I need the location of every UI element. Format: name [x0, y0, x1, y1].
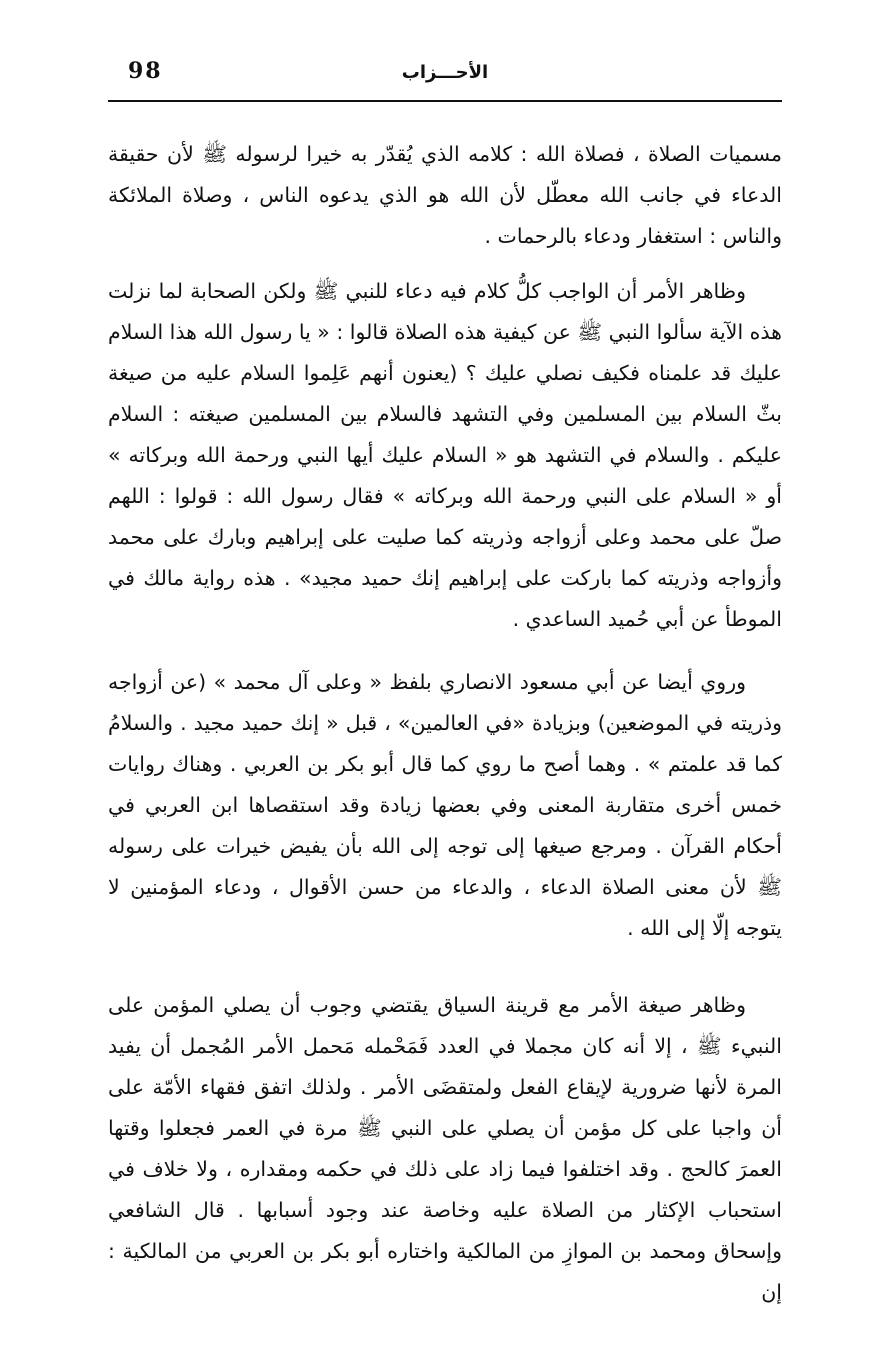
paragraph-1: مسميات الصلاة ، فصلاة الله : كلامه الذي يُقدّر به خيرا لرسوله ﷺ لأن حقيقة الدعاء في جانب الله معطّل لأن الله هو الذي يدعوه الناس ، وصلاة الملائكة والناس : استغفار ودعاء بالرحمات .	[108, 142, 782, 248]
page-number: 98	[128, 58, 163, 84]
header-divider	[108, 100, 782, 102]
body-text	[108, 134, 782, 1313]
running-title: الأحـــزاب	[401, 62, 489, 83]
paragraph-3: وروي أيضا عن أبي مسعود الانصاري بلفظ « وعلى آل محمد » (عن أزواجه وذريته في الموضعين) وبزيادة «في العالمين» ، قبل « إنك حميد مجيد . والسلامُ كما قد علمتم » . وهما أصح ما روي كما قال أبو بكر بن العربي . وهناك روايات خمس أخرى متقاربة المعنى وفي بعضها زيادة وقد استقصاها ابن العربي في أحكام القرآن . ومرجع صيغها إلى توجه إلى الله بأن يفيض خيرات على رسوله ﷺ لأن معنى الصلاة الدعاء ، والدعاء من حسن الأقوال ، ودعاء المؤمنين لا يتوجه إلّا إلى الله .	[108, 670, 782, 940]
paragraph-4: وظاهر صيغة الأمر مع قرينة السياق يقتضي وجوب أن يصلي المؤمن على النبيء ﷺ ، إلا أنه كان مجملا في العدد فَمَحْمله مَحمل الأمر المُجمل أن يفيد المرة لأنها ضرورية لإيقاع الفعل ولمتقضَى الأمر . ولذلك اتفق فقهاء الأمّة على أن واجبا على كل مؤمن أن يصلي على النبي ﷺ مرة في العمر فجعلوا وقتها العمرَ كالحج . وقد اختلفوا فيما زاد على ذلك في حكمه ومقداره ، ولا خلاف في استحباب الإكثار من الصلاة عليه وخاصة عند وجود أسبابها . قال الشافعي وإسحاق ومحمد بن الموازِ من المالكية واختاره أبو بكر بن العربي من المالكية : إن	[108, 993, 782, 1304]
paragraph-2: وظاهر الأمر أن الواجب كلُّ كلام فيه دعاء للنبي ﷺ ولكن الصحابة لما نزلت هذه الآية سألوا النبي ﷺ عن كيفية هذه الصلاة قالوا : « يا رسول الله هذا السلام عليك قد علمناه فكيف نصلي عليك ؟ (يعنون أنهم عَلِموا السلام عليه من صيغة بثّ السلام بين المسلمين وفي التشهد فالسلام بين المسلمين صيغته : السلام عليكم . والسلام في التشهد هو « السلام عليك أيها النبي ورحمة الله وبركاته » أو « السلام على النبي ورحمة الله وبركاته » فقال رسول الله : قولوا : اللهم صلّ على محمد وعلى أزواجه وذريته كما صليت على إبراهيم وبارك على محمد وأزواجه وذريته كما باركت على إبراهيم إنك حميد مجيد» . هذه رواية مالك في الموطأ عن أبي حُميد الساعدي .	[108, 279, 782, 631]
page-header	[108, 56, 782, 100]
